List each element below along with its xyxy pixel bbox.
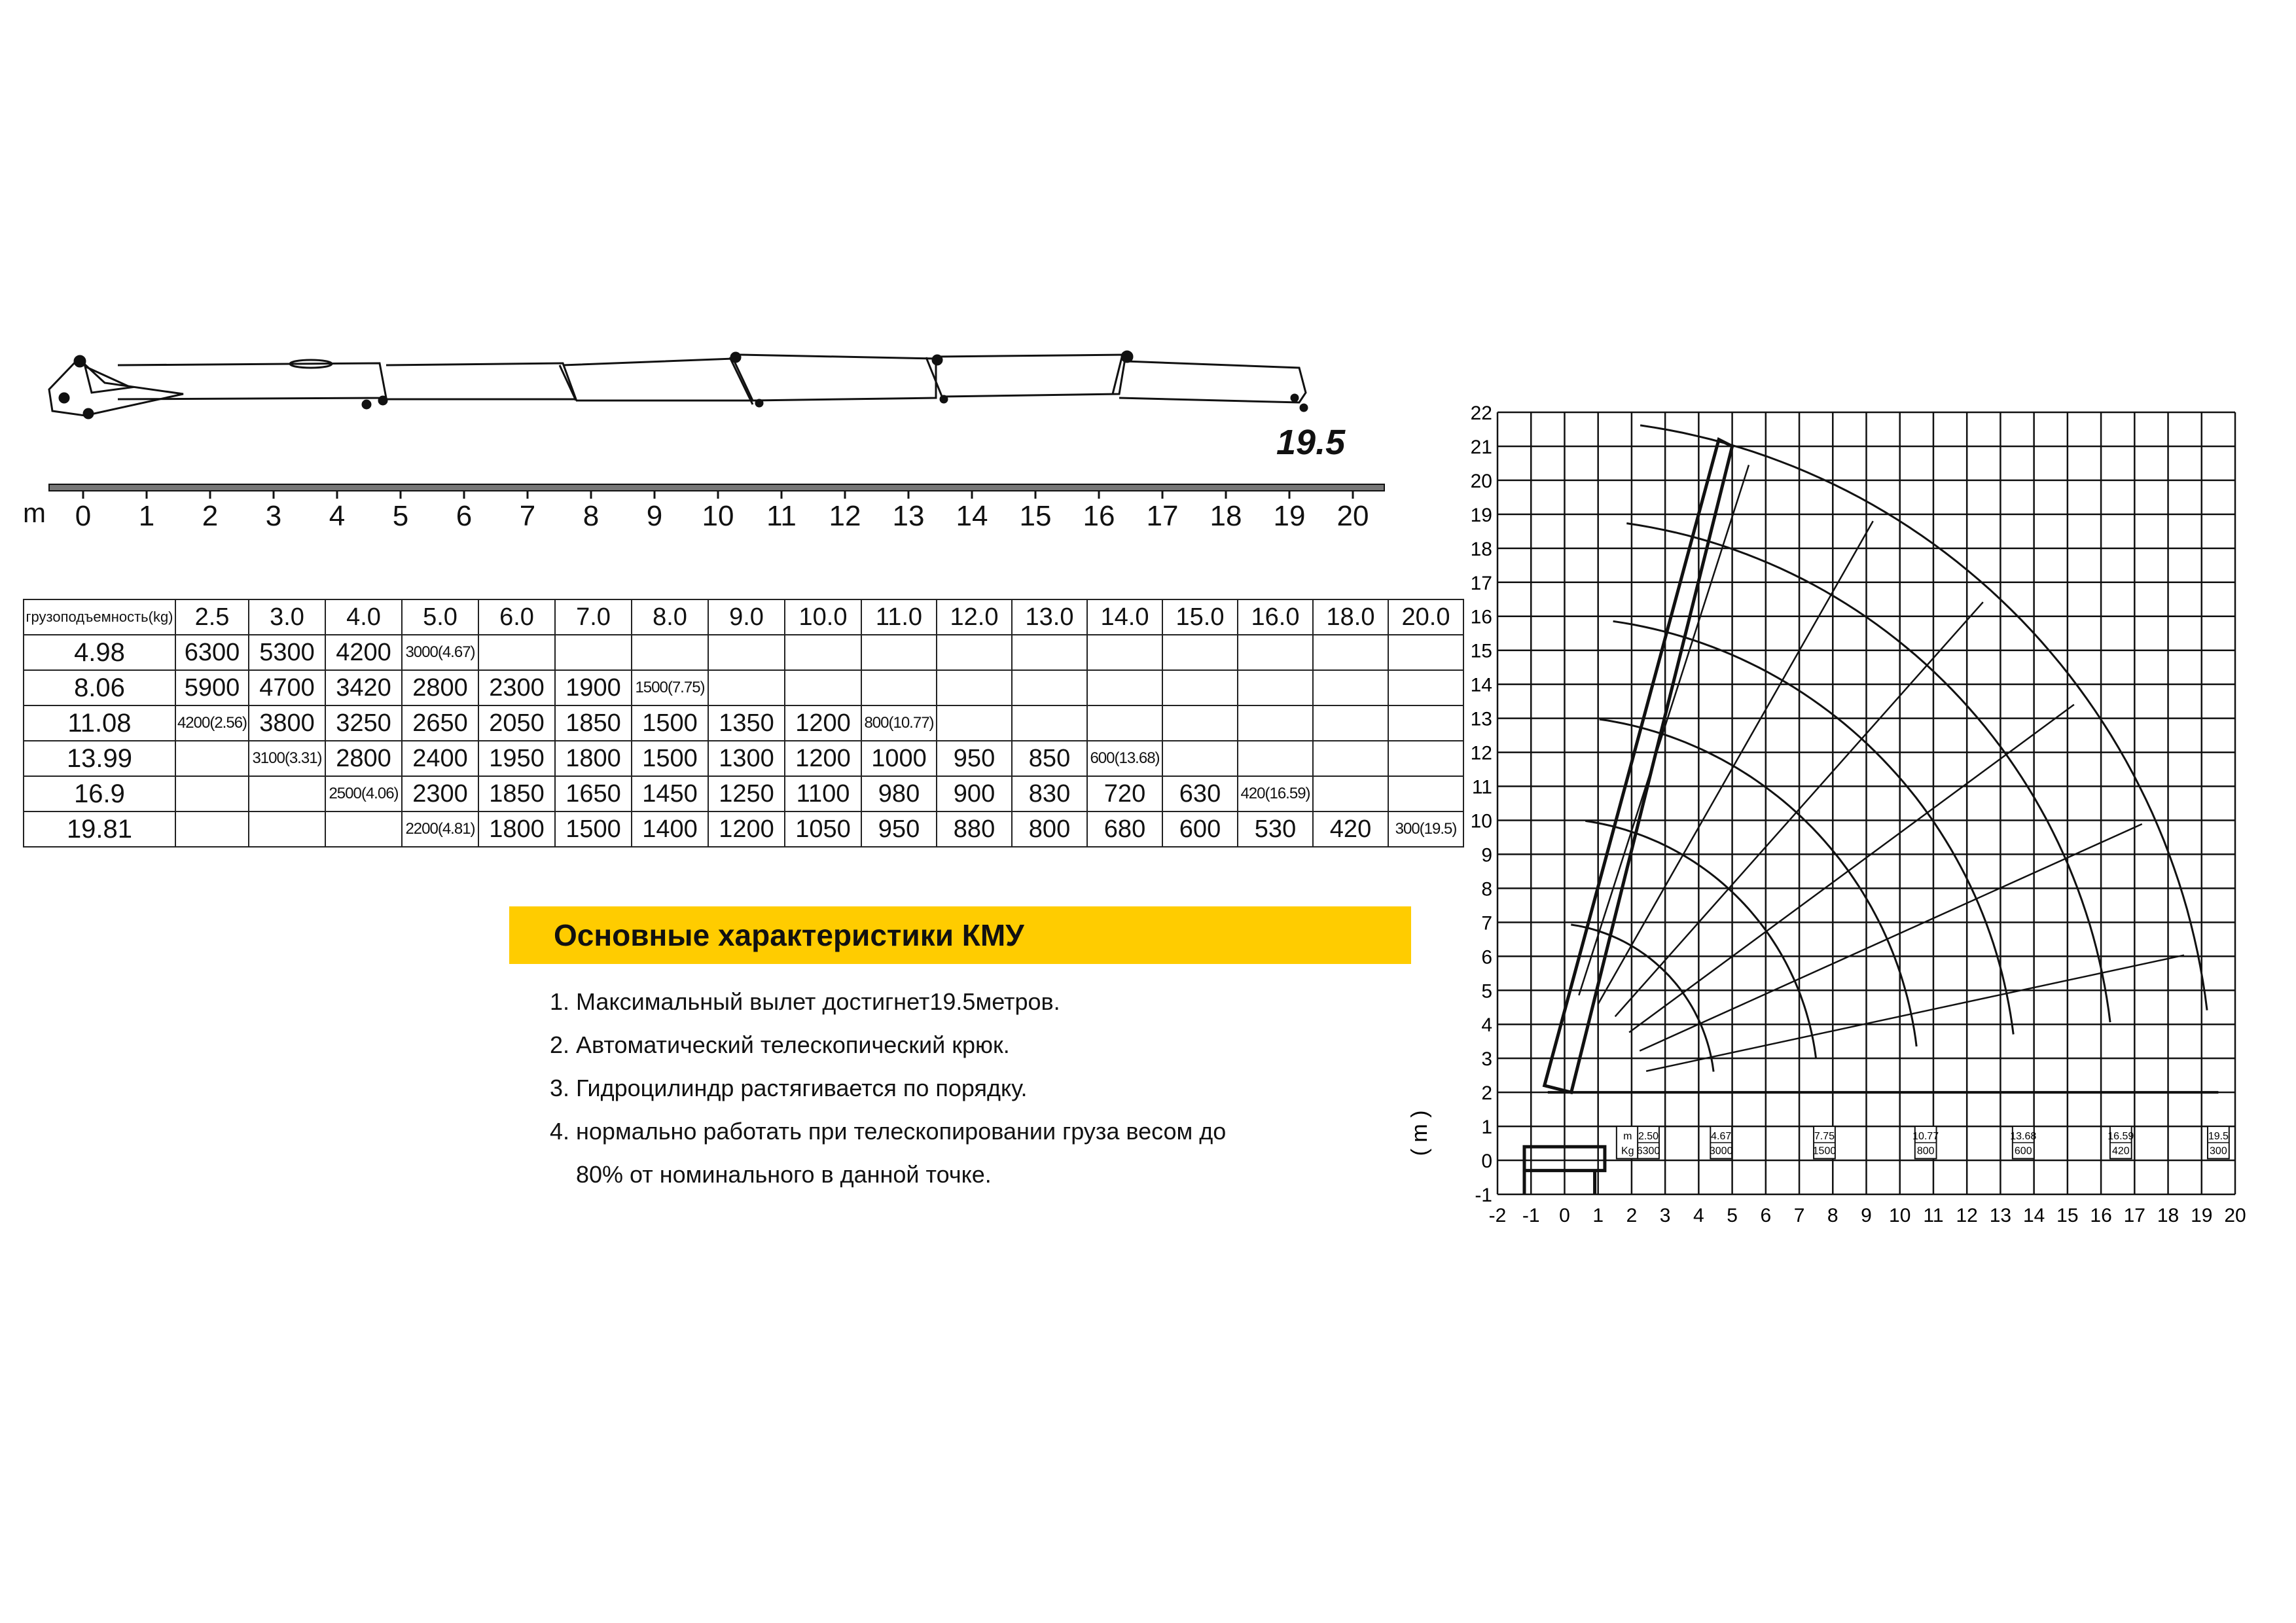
angle-ray — [1640, 824, 2142, 1051]
header-radius: 11.0 — [861, 599, 937, 635]
load-cell: 850 — [1012, 741, 1087, 776]
load-cell — [249, 776, 325, 812]
load-cell — [1162, 635, 1238, 670]
load-cell: 720 — [1087, 776, 1162, 812]
load-cell: 3250 — [325, 705, 402, 741]
y-tick-label: 11 — [1471, 776, 1492, 798]
load-box — [1710, 1126, 1733, 1158]
header-radius: 15.0 — [1162, 599, 1238, 635]
table-row — [24, 776, 1463, 812]
load-box-radius: 13.68 — [2010, 1130, 2037, 1142]
ruler-number: 0 — [75, 500, 92, 532]
load-cell — [1313, 670, 1388, 705]
ruler-number: 5 — [392, 500, 409, 532]
angle-ray — [1629, 705, 2074, 1033]
load-cell: 4200 — [325, 635, 402, 670]
header-radius: 6.0 — [478, 599, 555, 635]
load-cell — [937, 670, 1012, 705]
load-box — [1637, 1126, 1660, 1158]
load-cell: 1450 — [632, 776, 708, 812]
load-box-radius: 4.67 — [1711, 1130, 1732, 1142]
angle-ray — [1646, 955, 2184, 1071]
load-box-header — [1617, 1126, 1638, 1158]
load-cell — [861, 635, 937, 670]
load-cell: 1050 — [785, 812, 861, 847]
load-capacity-table — [23, 599, 1464, 847]
x-tick-label: 2 — [1626, 1205, 1638, 1226]
load-cell: 1350 — [708, 705, 785, 741]
header-radius: 18.0 — [1313, 599, 1388, 635]
max-reach-label: 19.5 — [1276, 423, 1346, 462]
x-tick-label: -2 — [1488, 1205, 1507, 1226]
y-tick-label: 15 — [1470, 640, 1492, 662]
load-cell — [785, 635, 861, 670]
header-radius: 3.0 — [249, 599, 325, 635]
load-cell — [1162, 705, 1238, 741]
y-tick-label: 8 — [1481, 878, 1492, 901]
section-title: Основные характеристики КМУ — [554, 918, 1024, 952]
ruler-number: 2 — [202, 500, 219, 532]
header-radius: 7.0 — [555, 599, 632, 635]
load-cell — [1238, 635, 1313, 670]
load-cell: 2500(4.06) — [325, 776, 402, 812]
boom-section-1 — [118, 363, 386, 399]
working-range-chart — [1401, 393, 2271, 1243]
load-cell — [1162, 741, 1238, 776]
header-radius: 12.0 — [937, 599, 1012, 635]
load-cell: 3800 — [249, 705, 325, 741]
load-cell — [1313, 776, 1388, 812]
ruler-number: 18 — [1210, 500, 1242, 532]
load-cell: 600 — [1162, 812, 1238, 847]
load-cell — [1238, 741, 1313, 776]
y-tick-label: 12 — [1470, 742, 1492, 764]
y-tick-label: 0 — [1481, 1150, 1492, 1173]
load-cell: 2300 — [402, 776, 478, 812]
load-cell: 880 — [937, 812, 1012, 847]
y-tick-label: 16 — [1470, 606, 1492, 628]
load-cell: 1200 — [708, 812, 785, 847]
header-radius: 13.0 — [1012, 599, 1087, 635]
load-cell: 1200 — [785, 705, 861, 741]
x-tick-label: 11 — [1923, 1205, 1944, 1226]
y-tick-label: 6 — [1481, 946, 1492, 969]
table-row — [24, 670, 1463, 705]
load-box — [1813, 1126, 1837, 1158]
header-radius: 2.5 — [175, 599, 249, 635]
load-box — [2208, 1126, 2229, 1158]
load-box — [2108, 1126, 2134, 1158]
boom-length-cell: 16.9 — [24, 776, 175, 812]
load-box — [1912, 1126, 1939, 1158]
load-cell: 1500 — [555, 812, 632, 847]
load-cell — [937, 635, 1012, 670]
load-cell — [785, 670, 861, 705]
ruler-number: 19 — [1273, 500, 1306, 532]
load-cell: 830 — [1012, 776, 1087, 812]
load-cell — [175, 812, 249, 847]
ground-rail — [49, 484, 1384, 491]
load-cell: 1850 — [478, 776, 555, 812]
y-tick-label: 21 — [1470, 436, 1492, 458]
y-tick-label: 7 — [1481, 912, 1492, 935]
boom-length-cell: 13.99 — [24, 741, 175, 776]
ruler-number: 15 — [1019, 500, 1052, 532]
load-cell — [937, 705, 1012, 741]
load-cell: 4200(2.56) — [175, 705, 249, 741]
load-cell: 680 — [1087, 812, 1162, 847]
load-box-weight: 600 — [2014, 1145, 2032, 1157]
load-cell: 1800 — [555, 741, 632, 776]
load-cell: 2650 — [402, 705, 478, 741]
load-box-weight: 300 — [2210, 1145, 2227, 1157]
load-cell: 900 — [937, 776, 1012, 812]
y-tick-label: 5 — [1481, 980, 1492, 1003]
load-cell: 800(10.77) — [861, 705, 937, 741]
y-tick-label: 17 — [1470, 572, 1492, 594]
angle-ray — [1579, 465, 1749, 995]
feature-item-3: 3. Гидроцилиндр растягивается по порядку. — [550, 1075, 1028, 1101]
boom-section-5 — [936, 355, 1126, 397]
load-cell — [1087, 635, 1162, 670]
x-tick-label: 16 — [2090, 1205, 2112, 1226]
header-radius: 9.0 — [708, 599, 785, 635]
load-cell: 2400 — [402, 741, 478, 776]
load-cell — [555, 635, 632, 670]
load-cell: 600(13.68) — [1087, 741, 1162, 776]
load-cell: 950 — [937, 741, 1012, 776]
x-tick-label: 0 — [1559, 1205, 1570, 1226]
header-radius: 4.0 — [325, 599, 402, 635]
boom-section-4 — [740, 355, 936, 401]
x-tick-label: 4 — [1693, 1205, 1704, 1226]
ruler-number: 9 — [646, 500, 663, 532]
load-cell: 950 — [861, 812, 937, 847]
load-box-radius: 10.77 — [1912, 1130, 1939, 1142]
section-banner — [509, 906, 1411, 964]
load-cell: 3000(4.67) — [402, 635, 478, 670]
y-tick-label: 2 — [1481, 1082, 1492, 1105]
load-box — [2010, 1126, 2036, 1158]
load-boxes — [1617, 1126, 2229, 1158]
header-radius: 8.0 — [632, 599, 708, 635]
load-cell: 2800 — [402, 670, 478, 705]
x-tick-label: -1 — [1522, 1205, 1540, 1226]
load-box-weight: 420 — [2111, 1145, 2130, 1157]
load-box-weight: 3000 — [1709, 1145, 1733, 1157]
feature-item-4: 4. нормально работать при телескопировании груза весом до — [550, 1118, 1227, 1145]
x-tick-label: 5 — [1727, 1205, 1738, 1226]
load-cell: 1950 — [478, 741, 555, 776]
boom-length-cell: 4.98 — [24, 635, 175, 670]
load-cell — [1313, 635, 1388, 670]
x-tick-label: 1 — [1592, 1205, 1604, 1226]
y-tick-label: 18 — [1470, 538, 1492, 560]
feature-item-2: 2. Автоматический телескопический крюк. — [550, 1031, 1010, 1058]
load-cell: 2300 — [478, 670, 555, 705]
load-cell: 1100 — [785, 776, 861, 812]
angle-ray — [1598, 521, 1873, 1004]
ruler-number: 8 — [583, 500, 600, 532]
ruler-unit: m — [23, 497, 46, 528]
y-tick-label: 4 — [1481, 1014, 1492, 1037]
boom-base — [49, 359, 183, 416]
ruler-number: 20 — [1336, 500, 1369, 532]
load-cell: 1650 — [555, 776, 632, 812]
y-tick-label: 19 — [1470, 504, 1492, 526]
load-cell — [1087, 670, 1162, 705]
load-cell: 530 — [1238, 812, 1313, 847]
x-tick-label: 6 — [1760, 1205, 1772, 1226]
load-cell — [861, 670, 937, 705]
load-cell: 5900 — [175, 670, 249, 705]
boom-length-cell: 8.06 — [24, 670, 175, 705]
header-radius: 16.0 — [1238, 599, 1313, 635]
ruler-number: 12 — [829, 500, 861, 532]
table-header-row — [24, 599, 1463, 635]
x-tick-label: 9 — [1861, 1205, 1872, 1226]
reach-arcs — [1571, 425, 2207, 1072]
load-cell: 300(19.5) — [1388, 812, 1463, 847]
header-capacity-label: грузоподъемность(kg) — [24, 599, 175, 635]
header-radius: 20.0 — [1388, 599, 1463, 635]
load-cell: 980 — [861, 776, 937, 812]
load-cell — [632, 635, 708, 670]
y-tick-label: 10 — [1470, 810, 1492, 832]
feature-item-4-continued: 80% от номинального в данной точке. — [576, 1161, 992, 1188]
x-tick-label: 3 — [1659, 1205, 1671, 1226]
load-cell: 1800 — [478, 812, 555, 847]
ruler-number: 14 — [956, 500, 988, 532]
header-radius: 5.0 — [402, 599, 478, 635]
y-axis-label: ( m ) — [1407, 1110, 1432, 1156]
boom-length-cell: 11.08 — [24, 705, 175, 741]
ruler-number: 16 — [1083, 500, 1115, 532]
ruler-number: 3 — [265, 500, 282, 532]
x-tick-label: 20 — [2224, 1205, 2246, 1226]
load-cell — [708, 670, 785, 705]
boom-length-cell: 19.81 — [24, 812, 175, 847]
load-cell: 1000 — [861, 741, 937, 776]
load-cell: 3420 — [325, 670, 402, 705]
load-cell: 420(16.59) — [1238, 776, 1313, 812]
load-box-radius: 2.50 — [1638, 1130, 1659, 1142]
raised-boom — [1545, 440, 1732, 1093]
load-cell: 1250 — [708, 776, 785, 812]
load-cell — [1012, 670, 1087, 705]
x-tick-label: 15 — [2056, 1205, 2079, 1226]
load-box-header-m: m — [1623, 1130, 1632, 1142]
x-tick-label: 14 — [2022, 1205, 2045, 1226]
x-tick-label: 10 — [1889, 1205, 1911, 1226]
y-tick-label: 14 — [1470, 674, 1492, 696]
ruler-ticks — [83, 491, 1353, 499]
load-cell: 1300 — [708, 741, 785, 776]
load-cell — [1012, 705, 1087, 741]
y-tick-label: 20 — [1470, 470, 1492, 492]
load-cell — [1012, 635, 1087, 670]
ruler-number: 6 — [456, 500, 473, 532]
load-cell — [708, 635, 785, 670]
load-cell: 3100(3.31) — [249, 741, 325, 776]
grid — [1498, 412, 2235, 1194]
load-cell — [1313, 705, 1388, 741]
x-tick-label: 8 — [1827, 1205, 1839, 1226]
load-cell — [175, 741, 249, 776]
boom-outline — [1545, 440, 1732, 1093]
load-cell: 1900 — [555, 670, 632, 705]
load-box-radius: 19.5 — [2208, 1130, 2229, 1142]
load-cell: 1500(7.75) — [632, 670, 708, 705]
load-box-header-kg: Kg — [1621, 1145, 1634, 1157]
ruler-number: 1 — [138, 500, 155, 532]
table-row — [24, 635, 1463, 670]
x-tick-label: 13 — [1989, 1205, 2012, 1226]
boom-side-view — [0, 327, 1407, 504]
angle-rays — [1579, 465, 2184, 1071]
ruler-number: 7 — [519, 500, 536, 532]
boom-section-3 — [563, 359, 753, 401]
load-cell — [1238, 705, 1313, 741]
y-tick-label: 9 — [1481, 844, 1492, 866]
boom-drawing — [49, 351, 1307, 418]
x-tick-label: 19 — [2191, 1205, 2213, 1226]
y-tick-label: 22 — [1470, 402, 1492, 424]
y-tick-label: 1 — [1481, 1116, 1492, 1139]
load-cell: 1850 — [555, 705, 632, 741]
load-cell: 420 — [1313, 812, 1388, 847]
load-cell: 630 — [1162, 776, 1238, 812]
boom-section-6 — [1119, 361, 1306, 402]
load-cell: 5300 — [249, 635, 325, 670]
y-tick-label: 3 — [1481, 1048, 1492, 1071]
load-cell — [1238, 670, 1313, 705]
boom-section-2 — [386, 363, 576, 399]
feature-item-1: 1. Максимальный вылет достигнет19.5метров. — [550, 988, 1060, 1015]
load-cell — [1087, 705, 1162, 741]
load-box-weight: 1500 — [1812, 1145, 1837, 1157]
x-tick-label: 12 — [1956, 1205, 1978, 1226]
load-cell — [175, 776, 249, 812]
x-tick-label: 17 — [2123, 1205, 2146, 1226]
load-cell: 1400 — [632, 812, 708, 847]
load-cell: 1500 — [632, 705, 708, 741]
load-cell: 1500 — [632, 741, 708, 776]
header-radius: 10.0 — [785, 599, 861, 635]
load-cell: 2050 — [478, 705, 555, 741]
table-row — [24, 812, 1463, 847]
table-row — [24, 705, 1463, 741]
load-box-weight: 800 — [1916, 1145, 1935, 1157]
load-cell: 2800 — [325, 741, 402, 776]
load-cell: 1200 — [785, 741, 861, 776]
ruler-number: 4 — [329, 500, 346, 532]
load-cell — [478, 635, 555, 670]
table-row — [24, 741, 1463, 776]
load-cell: 4700 — [249, 670, 325, 705]
load-box-radius: 7.75 — [1814, 1130, 1835, 1142]
load-cell: 6300 — [175, 635, 249, 670]
load-cell — [1313, 741, 1388, 776]
ruler-number: 17 — [1146, 500, 1179, 532]
x-tick-label: 18 — [2157, 1205, 2179, 1226]
load-cell: 800 — [1012, 812, 1087, 847]
load-cell — [1162, 670, 1238, 705]
load-box-radius: 16.59 — [2108, 1130, 2134, 1142]
header-radius: 14.0 — [1087, 599, 1162, 635]
x-tick-label: 7 — [1793, 1205, 1805, 1226]
ruler-number: 13 — [892, 500, 925, 532]
y-tick-label: -1 — [1475, 1185, 1492, 1206]
load-cell: 2200(4.81) — [402, 812, 478, 847]
y-tick-label: 13 — [1470, 708, 1492, 730]
load-cell — [325, 812, 402, 847]
load-box-weight: 6300 — [1636, 1145, 1660, 1157]
load-cell — [249, 812, 325, 847]
ruler-number: 10 — [702, 500, 734, 532]
ruler-number: 11 — [766, 500, 797, 532]
